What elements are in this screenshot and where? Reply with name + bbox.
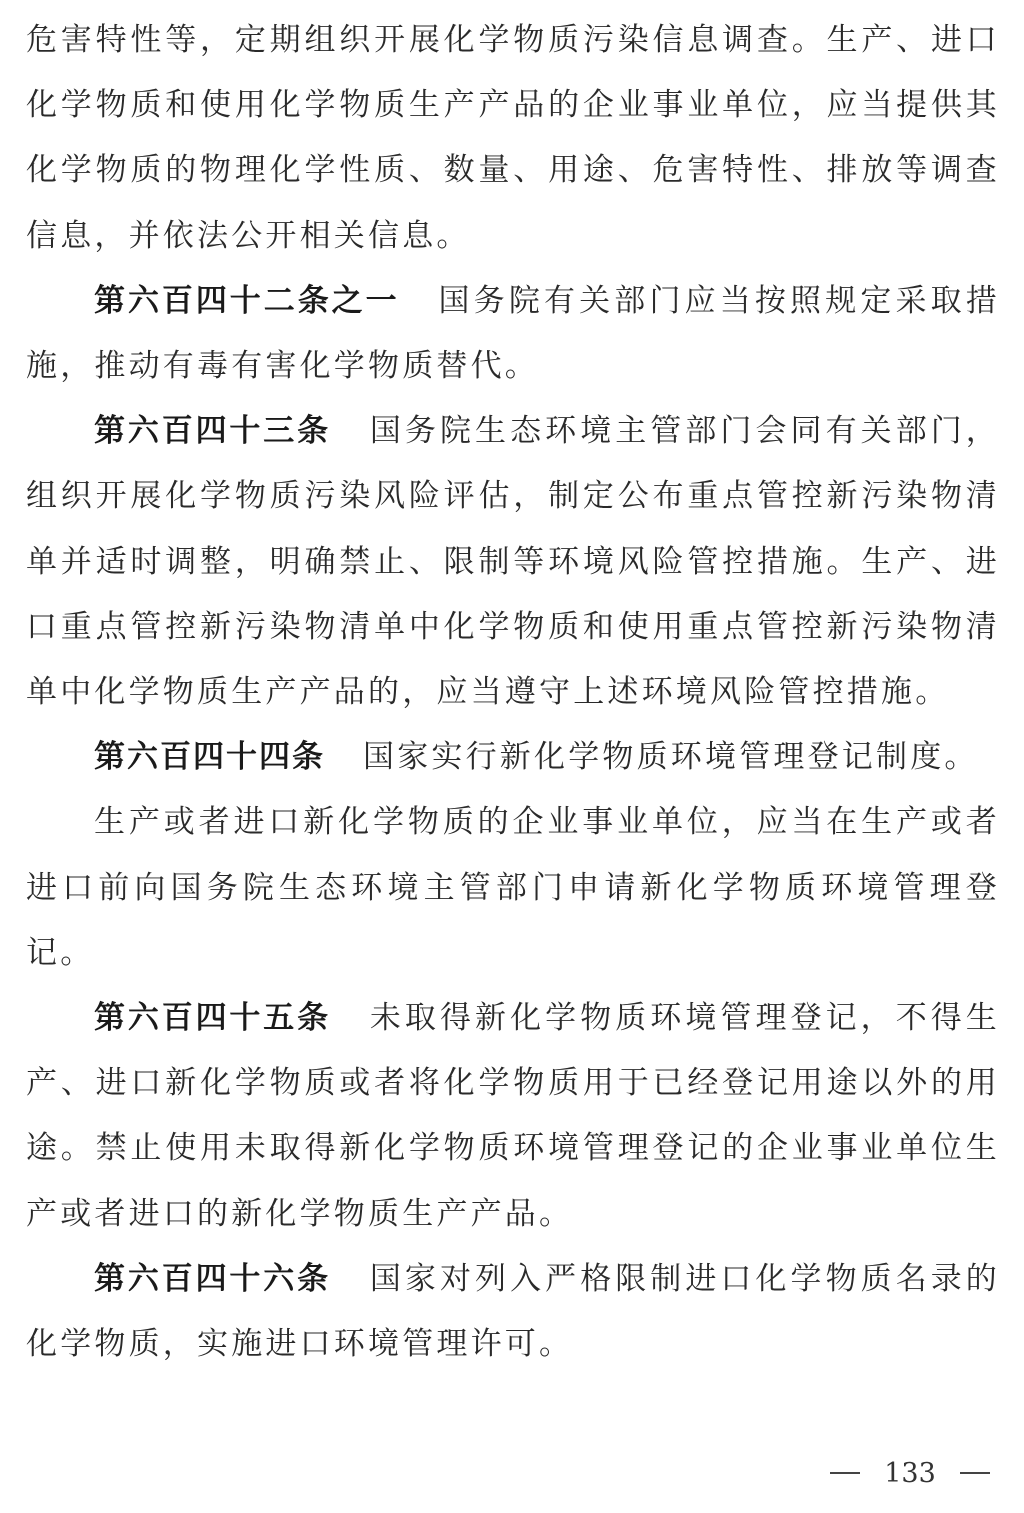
- article-644: [26, 725, 1000, 790]
- paragraph-text: 危害特性等，定期组织开展化学物质污染信息调查。生产、进口化学物质和使用化学物质生产产品的企业事业单位，应当提供其化学物质的物理化学性质、数量、用途、危害特性、排放等调查信息，并依法公开相关信息。: [26, 22, 1000, 254]
- article-heading: 第六百四十六条: [94, 1260, 331, 1297]
- article-645: [26, 986, 1000, 1247]
- article-643: [26, 399, 1000, 725]
- paragraph-continuation: [26, 8, 1000, 269]
- article-text: 国家实行新化学物质环境管理登记制度。: [363, 739, 979, 776]
- article-642-1: [26, 269, 1000, 399]
- footer-dash-left: [830, 1472, 860, 1474]
- paragraph-text: 生产或者进口新化学物质的企业事业单位，应当在生产或者进口前向国务院生态环境主管部门申请新化学物质环境管理登记。: [26, 804, 1000, 971]
- article-646: [26, 1247, 1000, 1377]
- footer-dash-right: [960, 1472, 990, 1474]
- article-text: 国家对列入严格限制进口化学物质名录的化学物质，实施进口环境管理许可。: [26, 1260, 1000, 1363]
- article-text: 国务院有关部门应当按照规定采取措施，推动有毒有害化学物质替代。: [26, 282, 1001, 385]
- article-heading: 第六百四十四条: [94, 739, 325, 776]
- article-heading: 第六百四十三条: [94, 413, 331, 450]
- page-footer: [830, 1453, 990, 1493]
- page-number: 133: [884, 1457, 936, 1489]
- article-heading: 第六百四十二条之一: [94, 282, 400, 319]
- article-heading: 第六百四十五条: [94, 1000, 331, 1037]
- article-text: 未取得新化学物质环境管理登记，不得生产、进口新化学物质或者将化学物质用于已经登记用途以外的用途。禁止使用未取得新化学物质环境管理登记的企业事业单位生产或者进口的新化学物质生产产品。: [26, 1000, 1000, 1232]
- article-644-paragraph-2: [26, 790, 1000, 986]
- article-text: 国务院生态环境主管部门会同有关部门，组织开展化学物质污染风险评估，制定公布重点管控新污染物清单并适时调整，明确禁止、限制等环境风险管控措施。生产、进口重点管控新污染物清单中化学物质和使用重点管控新污染物清单中化学物质生产产品的，应当遵守上述环境风险管控措施。: [26, 413, 1000, 711]
- page-body: [26, 0, 1000, 1377]
